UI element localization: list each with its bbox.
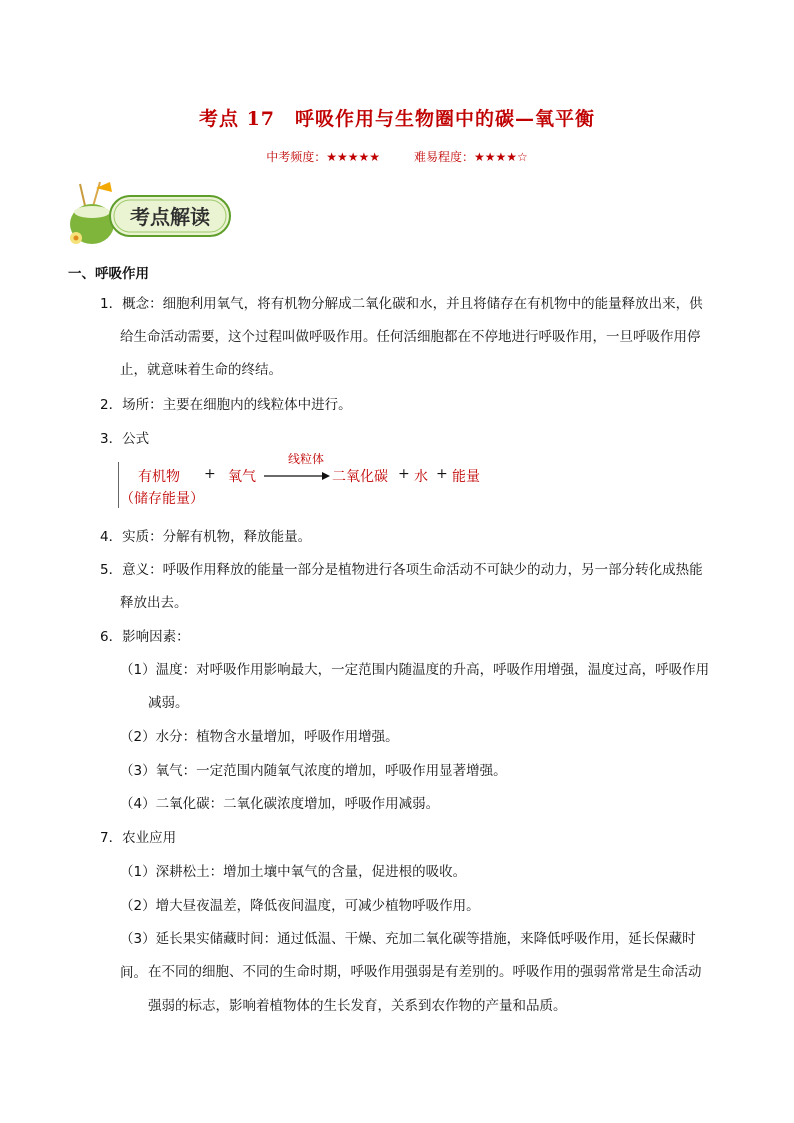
item-6: 6．影响因素： [100, 629, 190, 645]
item-1-line-3: 止，就意味着生命的终结。 [120, 362, 282, 378]
item-1-line-1: 1．概念：细胞利用氧气，将有机物分解成二氧化碳和水，并且将储存在有机物中的能量释放出来，供 [100, 296, 703, 312]
item-5-line-1: 5．意义：呼吸作用释放的能量一部分是植物进行各项生命活动不可缺少的动力，另一部分转化成热能 [100, 562, 703, 578]
item-6-sub-4: （4）二氧化碳：二氧化碳浓度增加，呼吸作用减弱。 [120, 796, 440, 812]
formula-bracket [118, 462, 119, 508]
section-banner [66, 180, 236, 246]
section-heading: 一、呼吸作用 [68, 266, 149, 282]
formula-reactant-note: （储存能量） [120, 491, 204, 507]
item-4: 4．实质：分解有机物，释放能量。 [100, 529, 312, 545]
formula-product-energy: 能量 [452, 469, 480, 485]
formula-plus-2: + [398, 466, 410, 482]
frequency-rating: 中考频度：★★★★★ [266, 150, 380, 164]
difficulty-rating: 难易程度：★★★★☆ [414, 150, 528, 164]
item-6-sub-2: （2）水分：植物含水量增加，呼吸作用增强。 [120, 729, 399, 745]
formula-arrow-label: 线粒体 [288, 452, 325, 466]
formula-reactant-organic: 有机物 [138, 469, 180, 485]
formula-plus-1: + [204, 466, 216, 482]
page-title: 考点 17 呼吸作用与生物圈中的碳—氧平衡 [198, 108, 596, 130]
item-6-sub-1-line-1: （1）温度：对呼吸作用影响最大，一定范围内随温度的升高，呼吸作用增强，温度过高，呼吸作用 [120, 662, 710, 678]
formula-plus-3: + [436, 466, 448, 482]
item-7-sub-3-line-3: 强弱的标志，影响着植物体的生长发育，关系到农作物的产量和品质。 [148, 998, 567, 1014]
item-3: 3．公式 [100, 431, 150, 447]
item-6-sub-3: （3）氧气：一定范围内随氧气浓度的增加，呼吸作用显著增强。 [120, 763, 507, 779]
formula-product-water: 水 [414, 469, 428, 485]
item-7-sub-1: （1）深耕松土：增加土壤中氧气的含量，促进根的吸收。 [120, 864, 467, 880]
formula-arrow-icon [264, 470, 330, 482]
item-7-sub-3-line-2: 在不同的细胞、不同的生命时期，呼吸作用强弱是有差别的。呼吸作用的强弱常常是生命活动 [148, 964, 702, 980]
coconut-icon [70, 182, 114, 244]
formula-product-co2: 二氧化碳 [332, 469, 388, 485]
respiration-formula [118, 452, 538, 510]
item-5-line-2: 释放出去。 [120, 595, 188, 611]
item-7: 7．农业应用 [100, 830, 177, 846]
formula-reactant-oxygen: 氧气 [228, 469, 256, 485]
item-6-sub-1-line-2: 减弱。 [148, 695, 189, 711]
item-2: 2．场所：主要在细胞内的线粒体中进行。 [100, 397, 352, 413]
item-7-sub-2: （2）增大昼夜温差，降低夜间温度，可减少植物呼吸作用。 [120, 898, 480, 914]
rating-line [0, 148, 794, 165]
item-1-line-2: 给生命活动需要，这个过程叫做呼吸作用。任何活细胞都在不停地进行呼吸作用，一旦呼吸作用停 [120, 329, 701, 345]
item-7-sub-3-line-1: （3）延长果实储藏时间：通过低温、干燥、充加二氧化碳等措施，来降低呼吸作用，延长保藏时间。 [120, 931, 696, 981]
banner-label: 考点解读 [130, 205, 210, 229]
